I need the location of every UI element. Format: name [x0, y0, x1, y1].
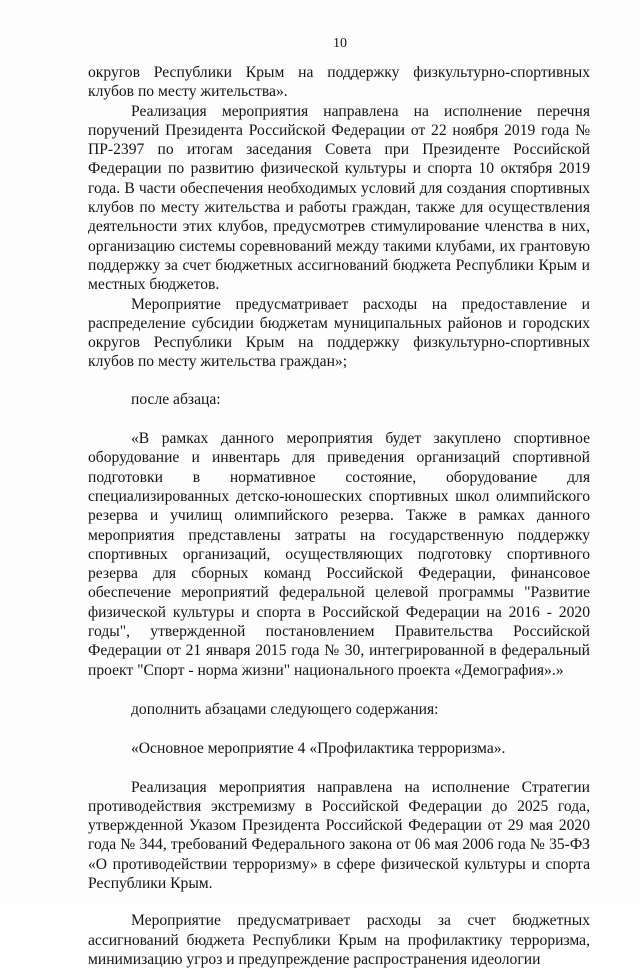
paragraph-8: Реализация мероприятия направлена на исполнение Стратегии противодействия экстремизму в Российской Федерации до 2025 года, утвержденной Указом Президента Российской Федерации от 29 мая 2020 года № 344, требований Федерального закона от 06 мая 2006 года № 35-ФЗ «О противодействии терроризму» в сфере физической культуры и спорта Республики Крым. — [88, 778, 590, 892]
document-body — [88, 63, 590, 969]
paragraph-1: округов Республики Крым на поддержку физкультурно-спортивных клубов по месту жительства». — [88, 64, 590, 101]
paragraph-5: «В рамках данного мероприятия будет закуплено спортивное оборудование и инвентарь для приведения организаций спортивной подготовки в нормативное состояние, оборудование для специализированных детско-юношеских спортивных школ олимпийского резерва и училищ олимпийского резерва. Также в рамках данного мероприятия представлены затраты на государственную поддержку спортивных организаций, осуществляющих подготовку спортивного резерва для сборных команд Российской Федерации, финансовое обеспечение мероприятий федеральной целевой программы "Развитие физической культуры и спорта в Российской Федерации на 2016 - 2020 годы", утвержденной постановлением Правительства Российской Федерации от 21 января 2015 года № 30, интегрированной в федеральный проект "Спорт - норма жизни" национального проекта «Демография».» — [88, 430, 590, 679]
paragraph-9: Мероприятие предусматривает расходы за счет бюджетных ассигнований бюджета Республики Крым на профилактику терроризма, минимизацию угроз и предупреждение распространения идеологии — [88, 912, 590, 968]
paragraph-2: Реализация мероприятия направлена на исполнение перечня поручений Президента Российской Федерации от 22 ноября 2019 года № ПР-2397 по итогам заседания Совета при Президенте Российской Федерации по развитию физической культуры и спорта 10 октября 2019 года. В части обеспечения необходимых условий для создания спортивных клубов по месту жительства и работы граждан, также для осуществления деятельности этих клубов, предусмотрев стимулирование членства в них, организацию системы соревнований между такими клубами, их грантовую поддержку за счет бюджетных ассигнований бюджета Республики Крым и местных бюджетов. — [88, 102, 590, 294]
paragraph-7: «Основное мероприятие 4 «Профилактика терроризма». — [131, 740, 506, 758]
paragraph-3: Мероприятие предусматривает расходы на предоставление и распределение субсидии бюджетам муниципальных районов и городских округов Республики Крым на поддержку физкультурно-спортивных клубов по месту жительства граждан»; — [88, 295, 590, 371]
page-number: 10 — [333, 36, 347, 51]
paragraph-6: дополнить абзацами следующего содержания: — [131, 700, 439, 718]
paragraph-4: после абзаца: — [131, 390, 221, 408]
